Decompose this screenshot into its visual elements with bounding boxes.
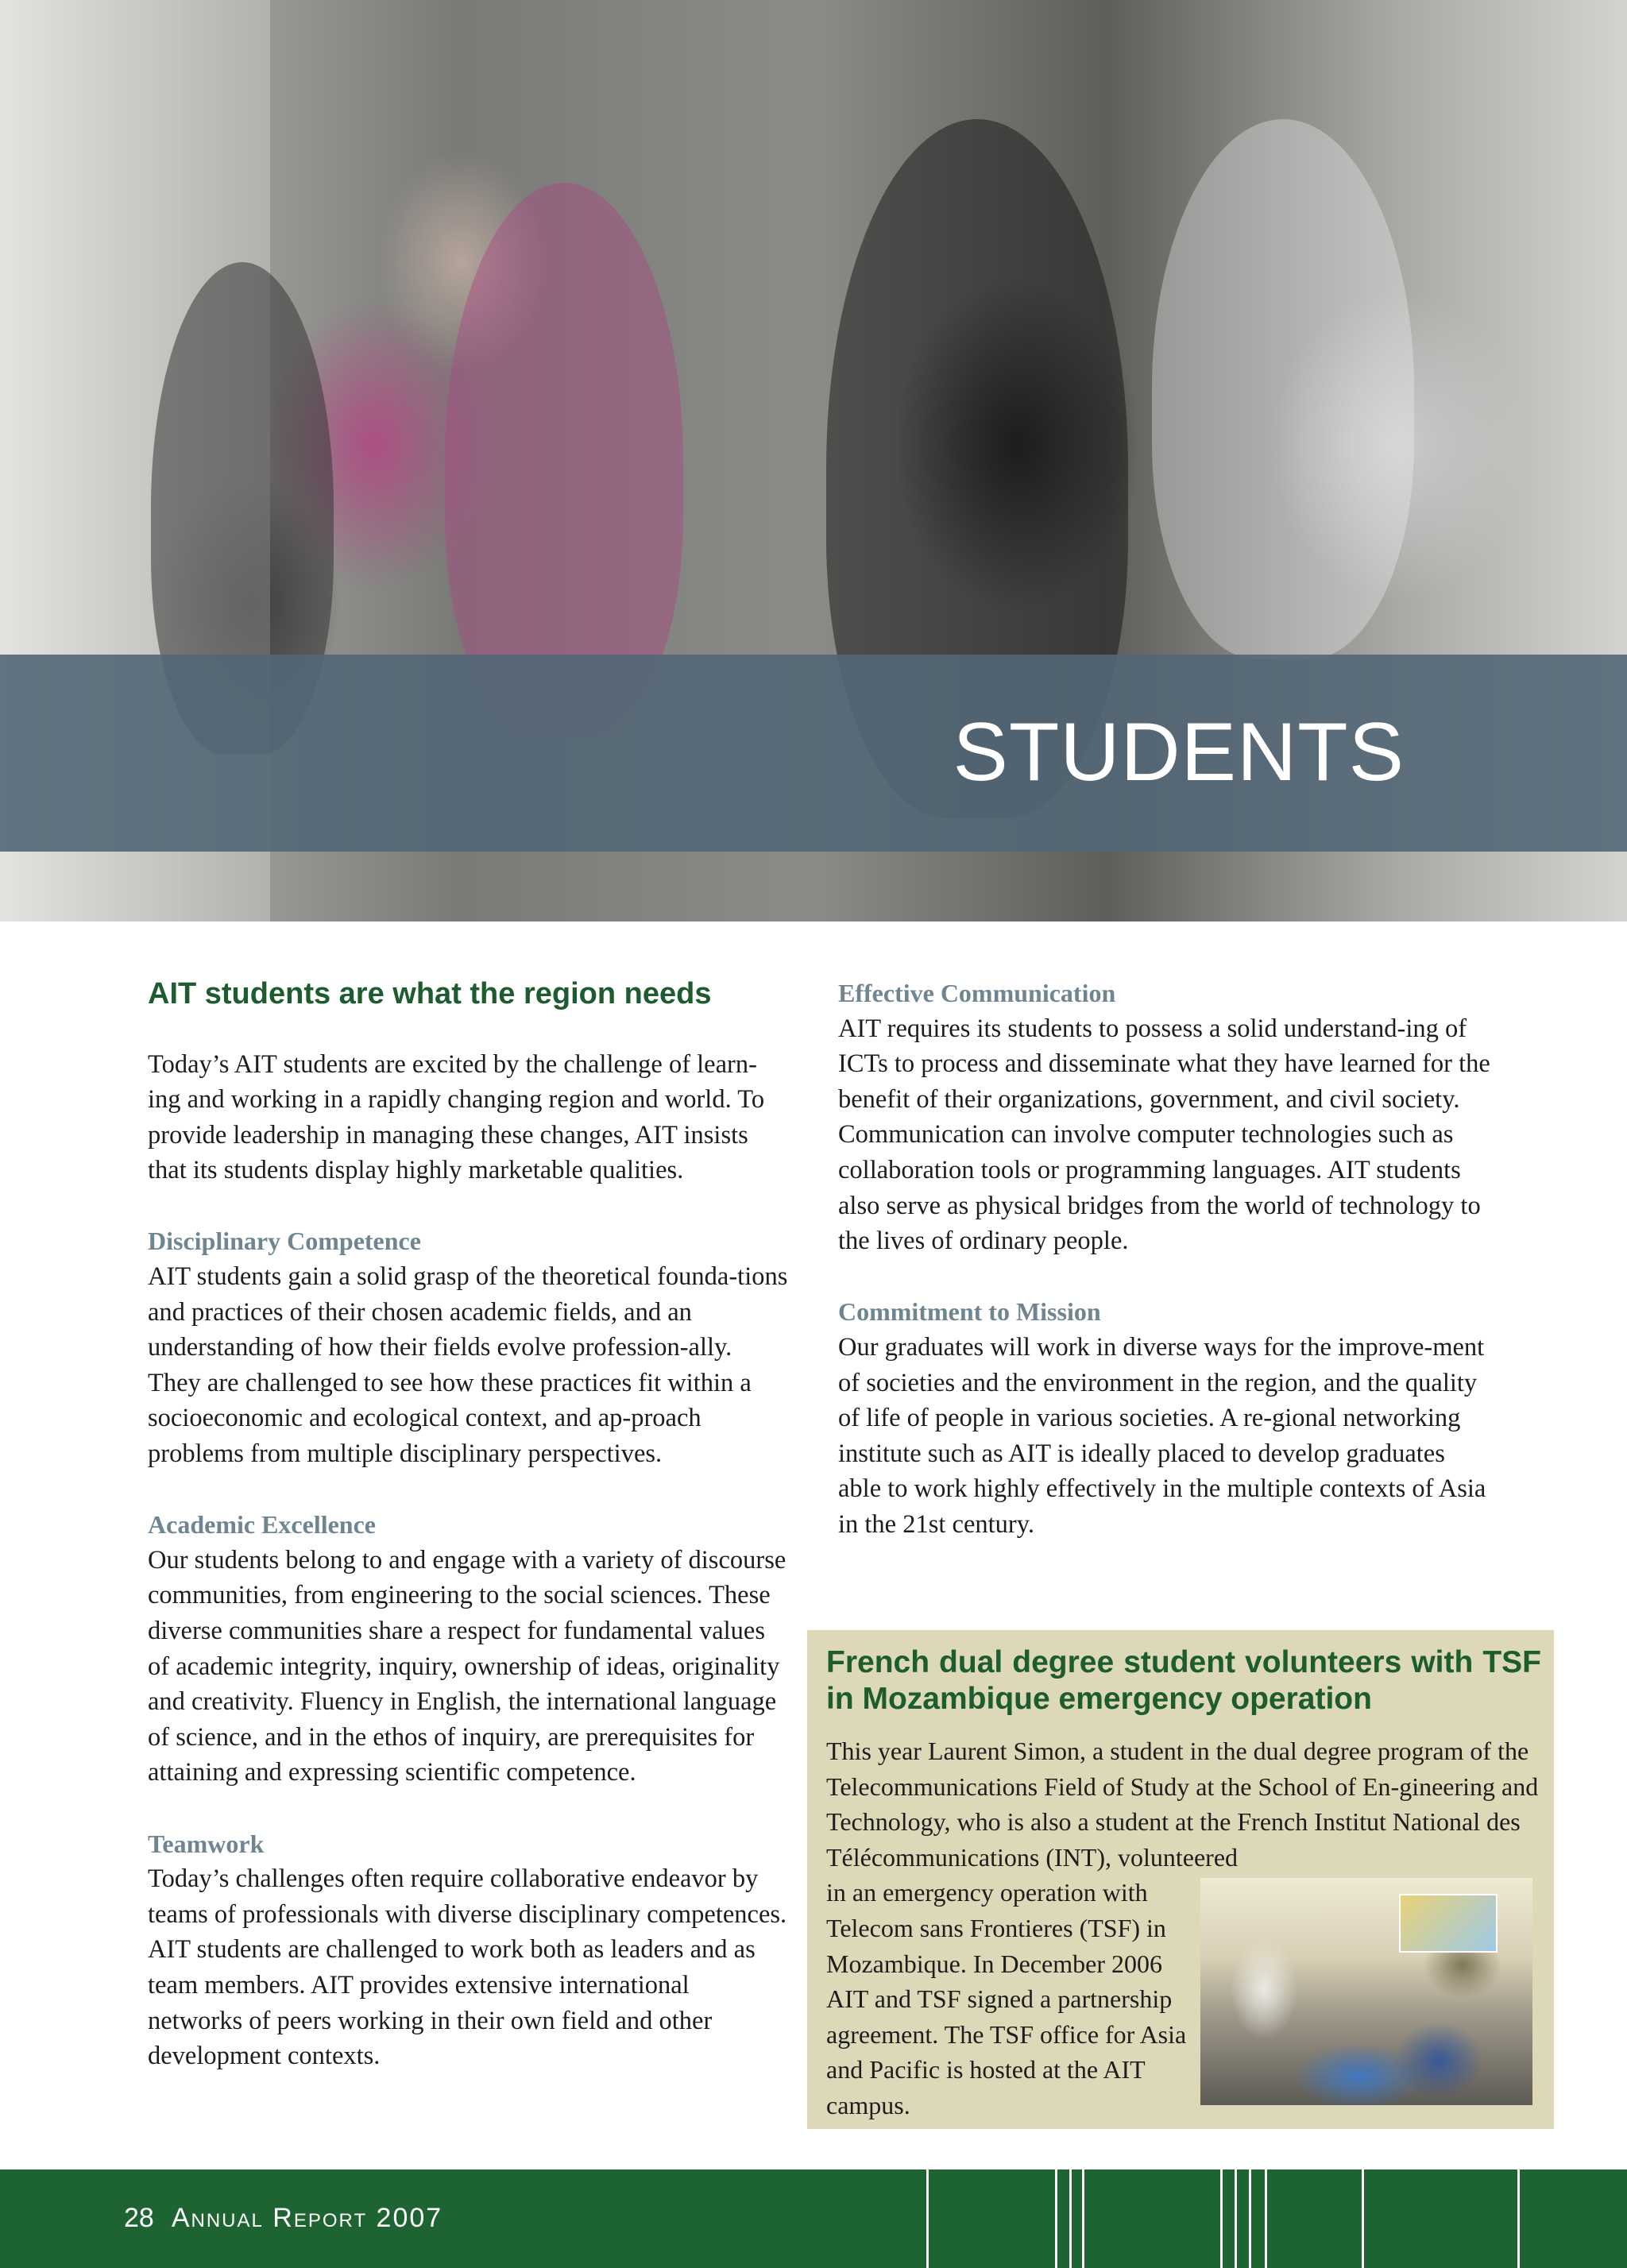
article-headline: AIT students are what the region needs [148,977,712,1010]
page-number: 28 [124,2203,154,2233]
footer-label [124,2204,442,2231]
right-column [838,976,1494,1578]
footer-stripe [1362,2169,1364,2268]
footer-stripe [1249,2169,1251,2268]
footer-stripe [1220,2169,1223,2268]
footer-stripe [1265,2169,1267,2268]
paragraph-teamwork: Today’s challenges often require collaborative endeavor by teams of professionals with diverse disciplinary competences. AIT students are challenged to work both as leaders and as team members. AIT provides extensive international networks of peers working in their own field and other development contexts. [148,1864,787,2071]
sidebar-news-box [807,1630,1554,2129]
subheading-disciplinary-competence: Disciplinary Competence [148,1227,421,1256]
footer-stripe [1069,2169,1072,2268]
intro-paragraph: Today’s AIT students are excited by the challenge of learn-ing and working in a rapidly changing region and world. To provide leadership in managing these changes, AIT insists that its students display highly marketable qualities. [148,1049,765,1185]
footer-stripe [1082,2169,1084,2268]
left-column [148,976,788,2109]
sidebar-news-photo [1200,1878,1532,2105]
paragraph-commitment-to-mission: Our graduates will work in diverse ways for the improve-ment of societies and the environment in the region, and the quality of life of people in various societies. A re-gional networking institute such as AIT is ideally placed to develop graduates able to work highly effectively in the multiple contexts of Asia in the 21st century. [838,1332,1486,1539]
page-footer [0,2169,1627,2268]
paragraph-disciplinary-competence: AIT students gain a solid grasp of the theoretical founda-tions and practices of their chosen academic fields, and an understanding of how their fields evolve profession-ally. They are challenged to see how these practices fit within a socioeconomic and ecological context, and ap-proach problems from multiple disciplinary perspectives. [148,1262,788,1469]
subheading-academic-excellence: Academic Excellence [148,1510,376,1540]
sidebar-news-text-full: This year Laurent Simon, a student in the dual degree program of the Telecommunications Field of Study at the School of En-gineering and Technology, who is also a student at the French Institut National des Télécommunications (INT), volunteered [826,1737,1539,1872]
section-title: STUDENTS [953,706,1405,798]
sidebar-news-title: French dual degree student volunteers with TSF in Mozambique emergency operation [826,1645,1541,1716]
footer-stripe [926,2169,929,2268]
paragraph-academic-excellence: Our students belong to and engage with a variety of discourse communities, from engineering to the social sciences. These diverse communities share a respect for fundamental values of academic integrity, inquiry, ownership of ideas, originality and creativity. Fluency in English, the international language of science, and in the ethos of inquiry, are prerequisites for attaining and expressing scientific competence. [148,1545,786,1787]
footer-stripe [1235,2169,1237,2268]
sidebar-news-photo-wall-map [1399,1894,1498,1953]
hero-photo-student-right [1152,119,1414,659]
hero-photo [0,0,1627,921]
paragraph-effective-communication: AIT requires its students to possess a solid understand-ing of ICTs to process and disseminate what they have learned for the benefit of their organizations, government, and civil society. Communication can involve computer technologies such as collaboration tools or programming languages. AIT students also serve as physical bridges from the world of technology to the lives of ordinary people. [838,1014,1490,1256]
subheading-effective-communication: Effective Communication [838,979,1116,1007]
subheading-teamwork: Teamwork [148,1829,265,1858]
sidebar-news-text-wrapped: in an emergency operation with Telecom sans Frontieres (TSF) in Mozambique. In December 2006 AIT and TSF signed a partnership agreement. The TSF office for Asia and Pacific is hosted at the AIT campus. [826,1878,1187,2119]
footer-stripe [1055,2169,1057,2268]
footer-stripe [1517,2169,1520,2268]
report-title: Annual Report 2007 [171,2203,443,2233]
subheading-commitment-to-mission: Commitment to Mission [838,1297,1101,1327]
